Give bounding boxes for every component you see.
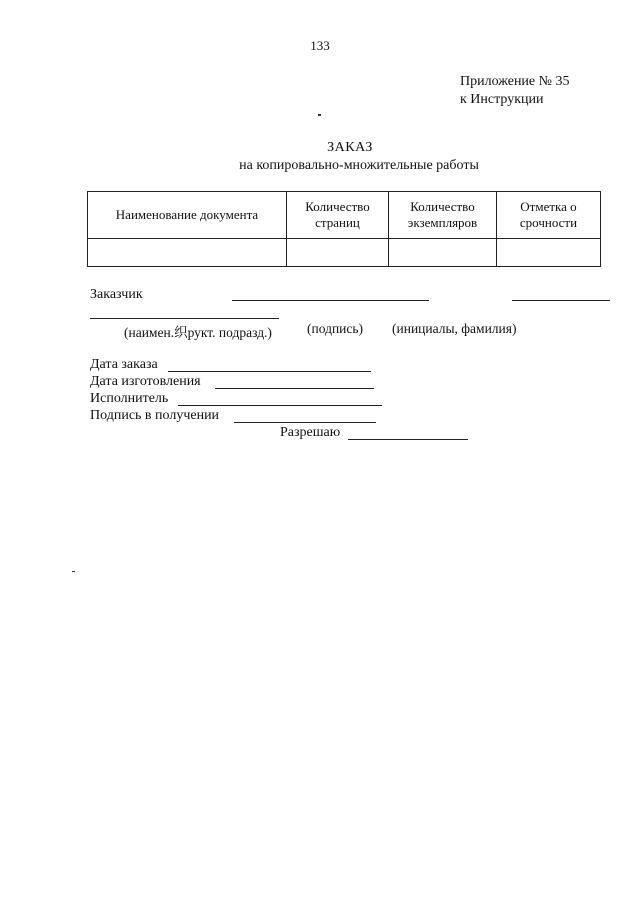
table-cell-document-name[interactable] xyxy=(88,239,287,267)
customer-department-line[interactable] xyxy=(90,318,279,319)
production-date-label: Дата изготовления xyxy=(90,374,201,389)
scan-speck xyxy=(318,114,321,116)
approve-signature-line[interactable] xyxy=(348,439,468,440)
appendix-reference xyxy=(460,73,570,109)
order-table xyxy=(87,191,601,267)
column-header-copies-count xyxy=(389,192,497,239)
document-subtitle: на копировально-множительные работы xyxy=(239,158,479,173)
table-header-row xyxy=(88,192,601,239)
approve-label: Разрешаю xyxy=(280,425,341,440)
production-date-line[interactable] xyxy=(215,388,374,389)
executor-line[interactable] xyxy=(178,405,382,406)
column-header-urgency-mark-text: Отметка о срочности xyxy=(519,199,578,230)
receipt-signature-label: Подпись в получении xyxy=(90,408,220,423)
receipt-signature-line[interactable] xyxy=(234,422,376,423)
caption-department: (наимен.织рукт. подразд.) xyxy=(124,325,272,340)
table-cell-urgency-mark[interactable] xyxy=(497,239,601,267)
order-date-line[interactable] xyxy=(168,371,371,372)
column-header-urgency-mark xyxy=(497,192,601,239)
appendix-line-1: Приложение № 35 xyxy=(460,74,570,89)
executor-label: Исполнитель xyxy=(90,391,169,406)
document-title: ЗАКАЗ xyxy=(327,140,373,155)
table-cell-page-count[interactable] xyxy=(287,239,389,267)
column-header-copies-count-text: Количество экземпляров xyxy=(407,199,478,230)
customer-name-line[interactable] xyxy=(512,300,610,301)
scan-speck xyxy=(72,571,75,572)
column-header-page-count xyxy=(287,192,389,239)
customer-signature-line[interactable] xyxy=(232,300,429,301)
caption-signature: (подпись) xyxy=(307,321,364,336)
column-header-page-count-text: Количество страниц xyxy=(305,199,370,230)
column-header-document-name: Наименование документа xyxy=(88,192,287,239)
table-row xyxy=(88,239,601,267)
appendix-line-2: к Инструкции xyxy=(460,92,544,107)
order-date-label: Дата заказа xyxy=(90,357,158,372)
page-number: 133 xyxy=(310,38,330,53)
table-cell-copies-count[interactable] xyxy=(389,239,497,267)
customer-label: Заказчик xyxy=(90,287,143,302)
caption-name: (инициалы, фамилия) xyxy=(392,321,517,336)
